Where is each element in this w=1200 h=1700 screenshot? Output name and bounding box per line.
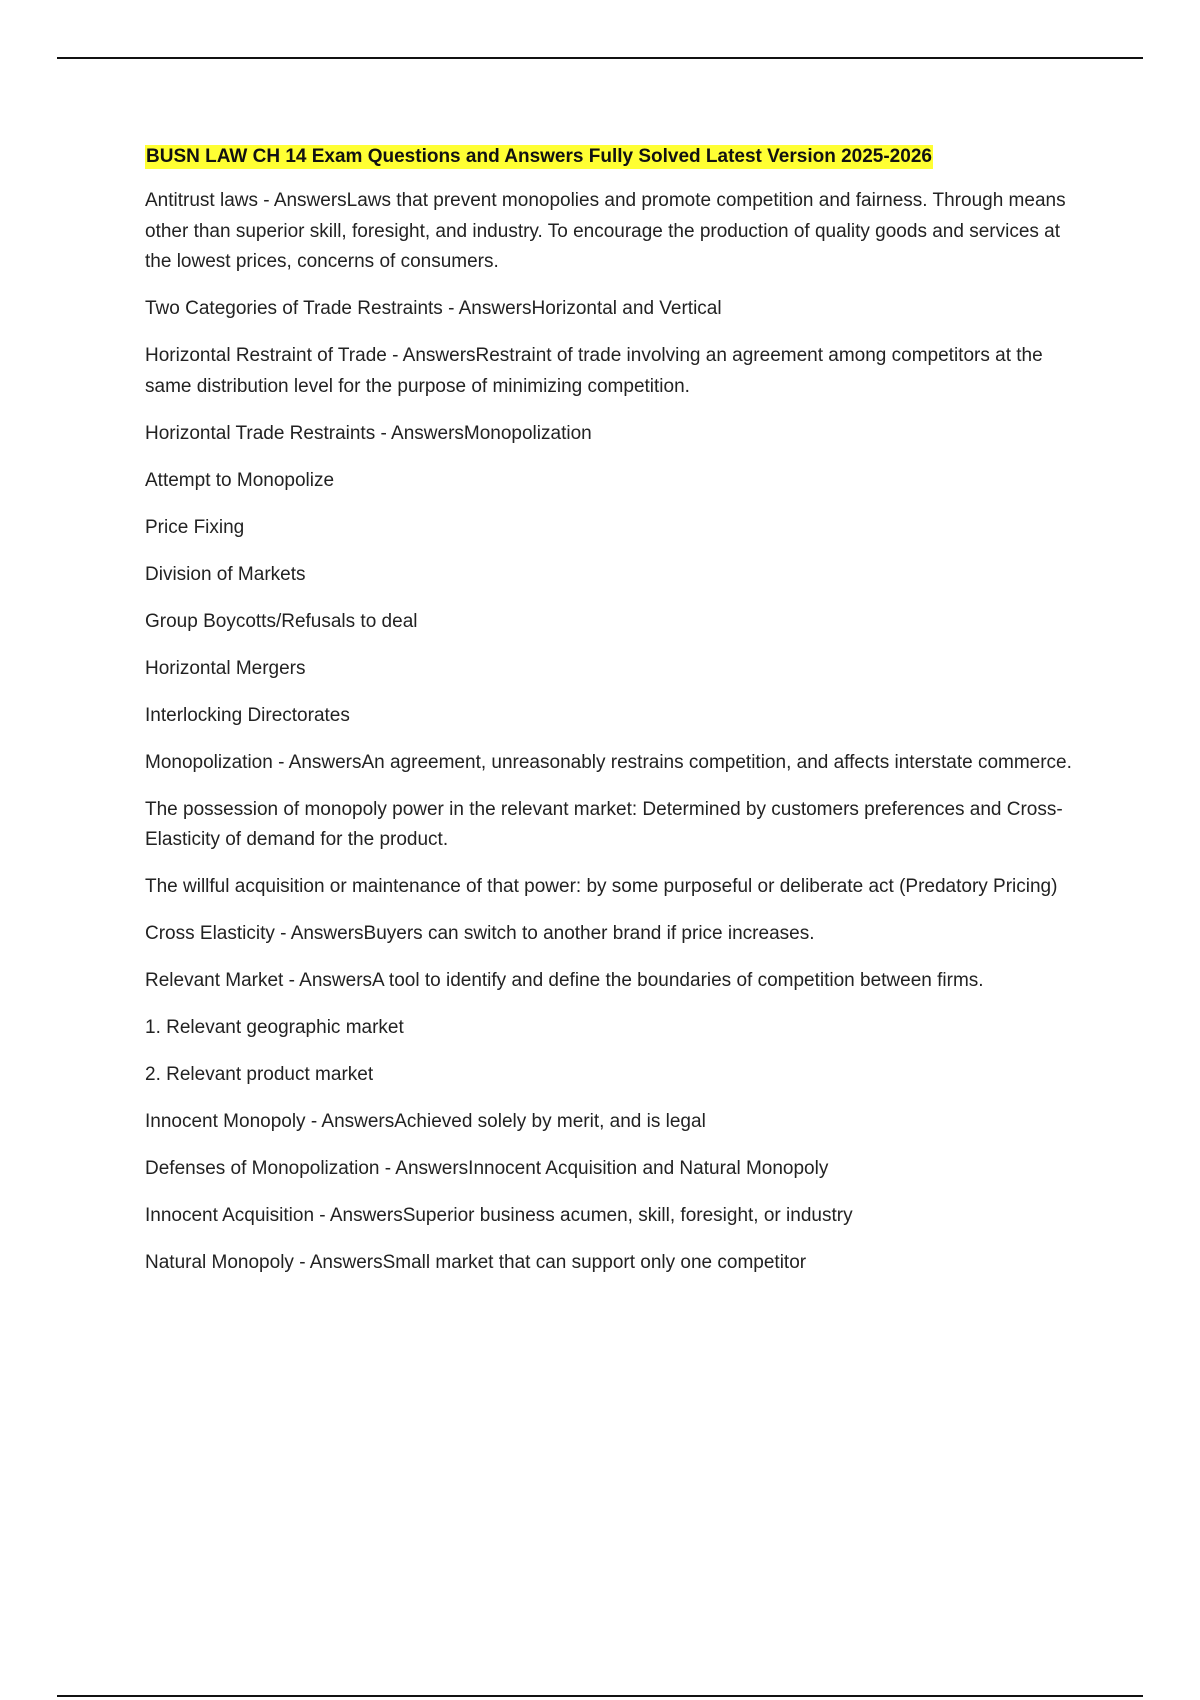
- footer-rule: [57, 1695, 1143, 1697]
- entry-horizontal-mergers: Horizontal Mergers: [145, 657, 306, 679]
- entry-price-fixing: Price Fixing: [145, 516, 245, 538]
- entry-innocent-monopoly: Innocent Monopoly - AnswersAchieved solely by merit, and is legal: [145, 1111, 706, 1132]
- entry-innocent-acquisition: Innocent Acquisition - AnswersSuperior business acumen, skill, foresight, or industry: [145, 1205, 853, 1226]
- entry-relevant-product-market: 2. Relevant product market: [145, 1064, 374, 1085]
- entry-attempt-to-monopolize: Attempt to Monopolize: [145, 469, 335, 491]
- entry-defenses-of-monopolization: Defenses of Monopolization - AnswersInnocent Acquisition and Natural Monopoly: [145, 1158, 829, 1179]
- entry-natural-monopoly: Natural Monopoly - AnswersSmall market that can support only one competitor: [145, 1252, 807, 1273]
- document-body: [145, 145, 1085, 1295]
- entry-antitrust-laws: Antitrust laws - AnswersLaws that prevent monopolies and promote competition and fairness. Through means other than superior skill, foresight, and industry. To encourage the production of quality goods and services at the lowest prices, concerns of consumers.: [145, 190, 1066, 272]
- entry-relevant-geographic-market: 1. Relevant geographic market: [145, 1017, 404, 1038]
- header-rule: [57, 57, 1143, 59]
- entry-monopoly-power: The possession of monopoly power in the relevant market: Determined by customers preferences and Cross-Elasticity of demand for the product.: [145, 798, 1063, 850]
- document-title: BUSN LAW CH 14 Exam Questions and Answers Fully Solved Latest Version 2025-2026: [146, 146, 932, 167]
- entry-willful-acquisition: The willful acquisition or maintenance of that power: by some purposeful or deliberate act (Predatory Pricing): [145, 876, 1058, 897]
- entry-group-boycotts: Group Boycotts/Refusals to deal: [145, 610, 418, 632]
- entry-horizontal-restraint: Horizontal Restraint of Trade - AnswersRestraint of trade involving an agreement among competitors at the same distribution level for the purpose of minimizing competition.: [145, 345, 1043, 397]
- entry-two-categories: Two Categories of Trade Restraints - AnswersHorizontal and Vertical: [145, 298, 722, 319]
- entry-division-of-markets: Division of Markets: [145, 563, 306, 585]
- entry-cross-elasticity: Cross Elasticity - AnswersBuyers can switch to another brand if price increases.: [145, 923, 815, 944]
- entry-horizontal-trade-restraints: Horizontal Trade Restraints - AnswersMonopolization: [145, 422, 592, 444]
- entry-relevant-market: Relevant Market - AnswersA tool to identify and define the boundaries of competition between firms.: [145, 970, 984, 991]
- entry-monopolization: Monopolization - AnswersAn agreement, unreasonably restrains competition, and affects interstate commerce.: [145, 751, 1072, 773]
- entry-interlocking-directorates: Interlocking Directorates: [145, 704, 350, 726]
